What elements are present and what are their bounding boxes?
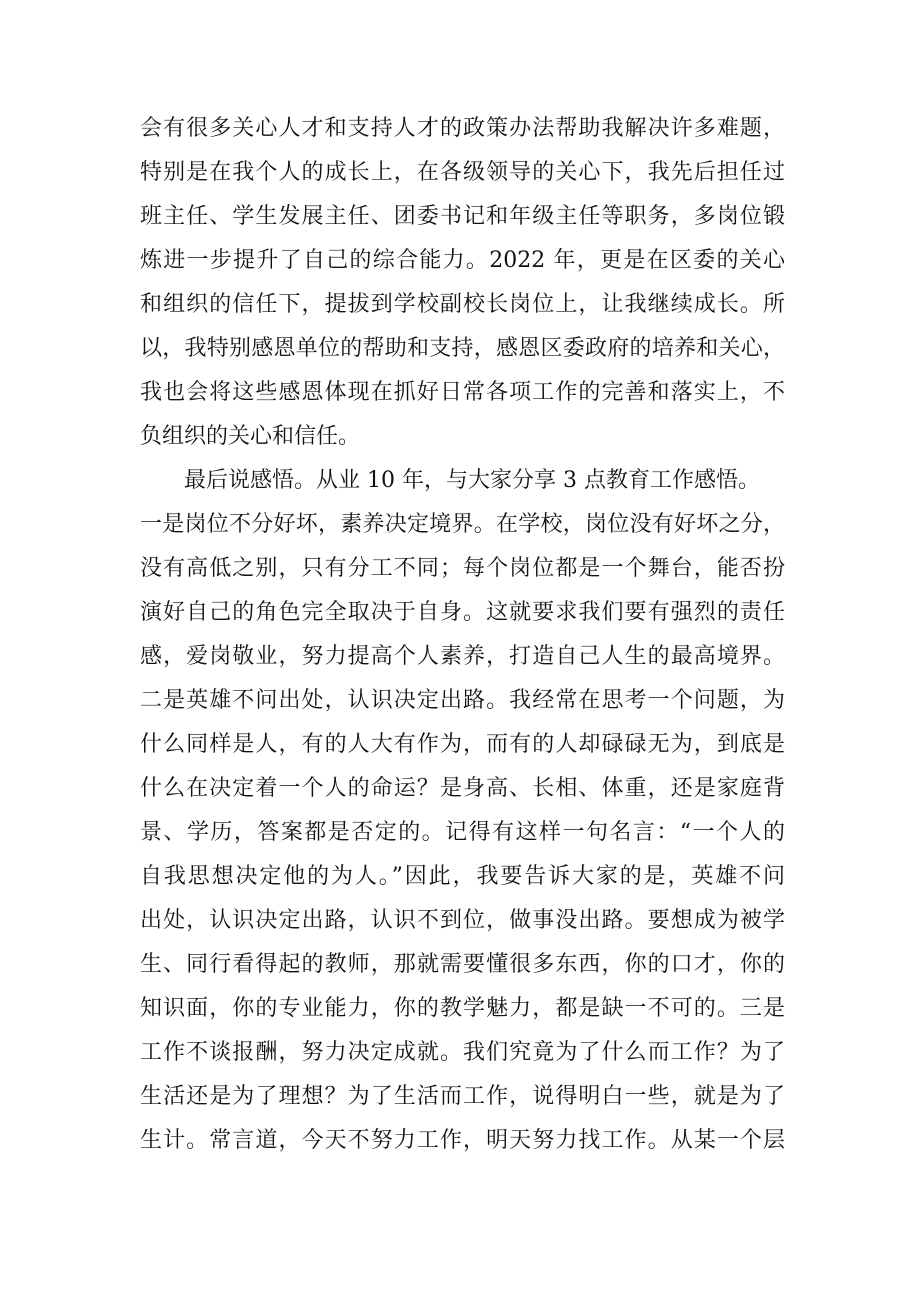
text-line: 我也会将这些感恩体现在抓好日常各项工作的完善和落实上，不	[140, 380, 785, 405]
text-line: 以，我特别感恩单位的帮助和支持，感恩区委政府的培养和关心，	[140, 336, 785, 361]
text-line: 生活还是为了理想？为了生活而工作，说得明白一些，就是为了	[140, 1084, 785, 1109]
text-line: 负组织的关心和信任。	[140, 424, 361, 449]
body-text	[140, 107, 785, 1163]
text-line: 景、学历，答案都是否定的。记得有这样一句名言：“一个人的	[140, 820, 785, 845]
text-line: 班主任、学生发展主任、团委书记和年级主任等职务，多岗位锻	[140, 204, 785, 229]
text-line: 什么在决定着一个人的命运？是身高、长相、体重，还是家庭背	[140, 776, 785, 801]
text-line: 没有高低之别，只有分工不同；每个岗位都是一个舞台，能否扮	[140, 556, 785, 581]
text-line: 工作不谈报酬，努力决定成就。我们究竟为了什么而工作？为了	[140, 1040, 785, 1065]
text-line: 炼进一步提升了自己的综合能力。2022 年，更是在区委的关心	[140, 248, 785, 273]
text-line: 什么同样是人，有的人大有作为，而有的人却碌碌无为，到底是	[140, 732, 785, 757]
text-line: 生、同行看得起的教师，那就需要懂很多东西，你的口才，你的	[140, 952, 785, 977]
text-line: 感，爱岗敬业，努力提高个人素养，打造自己人生的最高境界。	[140, 644, 785, 669]
text-line: 一是岗位不分好坏，素养决定境界。在学校，岗位没有好坏之分，	[140, 512, 785, 537]
text-line: 出处，认识决定出路，认识不到位，做事没出路。要想成为被学	[140, 908, 785, 933]
text-line: 自我思想决定他的为人。”因此，我要告诉大家的是，英雄不问	[140, 864, 785, 889]
text-line: 知识面，你的专业能力，你的教学魅力，都是缺一不可的。三是	[140, 996, 785, 1021]
text-line: 和组织的信任下，提拔到学校副校长岗位上，让我继续成长。所	[140, 292, 785, 317]
text-line: 演好自己的角色完全取决于自身。这就要求我们要有强烈的责任	[140, 600, 785, 625]
text-line: 特别是在我个人的成长上，在各级领导的关心下，我先后担任过	[140, 160, 785, 185]
text-line: 生计。常言道，今天不努力工作，明天努力找工作。从某一个层	[140, 1128, 785, 1153]
text-line: 二是英雄不问出处，认识决定出路。我经常在思考一个问题，为	[140, 688, 785, 713]
paragraph-start-line: 最后说感悟。从业 10 年，与大家分享 3 点教育工作感悟。	[184, 468, 760, 493]
text-line: 会有很多关心人才和支持人才的政策办法帮助我解决许多难题，	[140, 116, 785, 141]
